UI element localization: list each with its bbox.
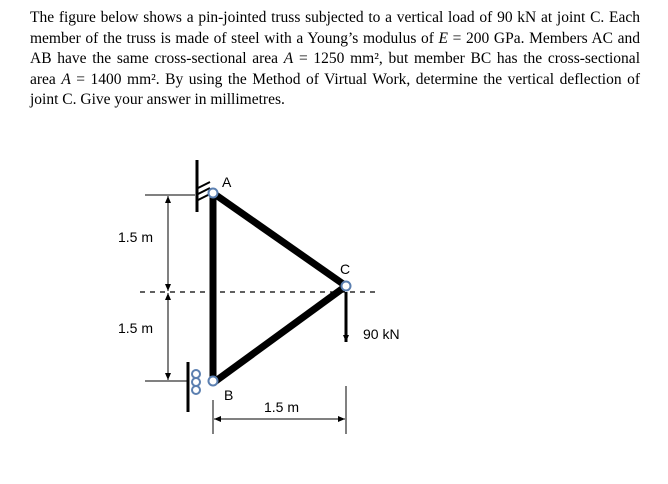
joint-c bbox=[342, 282, 351, 291]
area-symbol-ac-ab: A bbox=[283, 50, 294, 67]
label-joint-b: B bbox=[224, 387, 234, 403]
support-b bbox=[188, 362, 200, 412]
support-a bbox=[197, 160, 210, 212]
label-joint-c: C bbox=[340, 261, 351, 277]
label-load: 90 kN bbox=[363, 326, 400, 342]
problem-text-4: = 1400 mm². By using the Method of Virtual Work, determine the vertical deflection of joint C. Give your answer in millimetres. bbox=[30, 70, 640, 108]
joint-b bbox=[209, 377, 218, 386]
problem-text-1: The figure below shows a pin-jointed truss subjected to a vertical load of 90 kN at joint C. Each member of the truss is made of steel with a Young’s modulus of bbox=[30, 9, 640, 47]
area-symbol-bc: A bbox=[61, 70, 71, 88]
label-joint-a: A bbox=[222, 174, 232, 190]
joint-a bbox=[209, 189, 218, 198]
vertical-dimension bbox=[145, 195, 195, 381]
youngs-modulus-symbol: E bbox=[438, 29, 449, 47]
label-dim-upper: 1.5 m bbox=[118, 229, 154, 245]
label-dim-horizontal: 1.5 m bbox=[264, 399, 300, 415]
member-ac bbox=[213, 193, 346, 286]
member-bc bbox=[213, 286, 346, 383]
problem-text-3: = 1250 mm², but member BC has the cross-sectional area bbox=[30, 50, 640, 88]
label-dim-lower: 1.5 m bbox=[118, 320, 154, 336]
problem-text-2: = 200 GPa. Members AC and AB have the same cross-sectional area bbox=[30, 29, 640, 67]
